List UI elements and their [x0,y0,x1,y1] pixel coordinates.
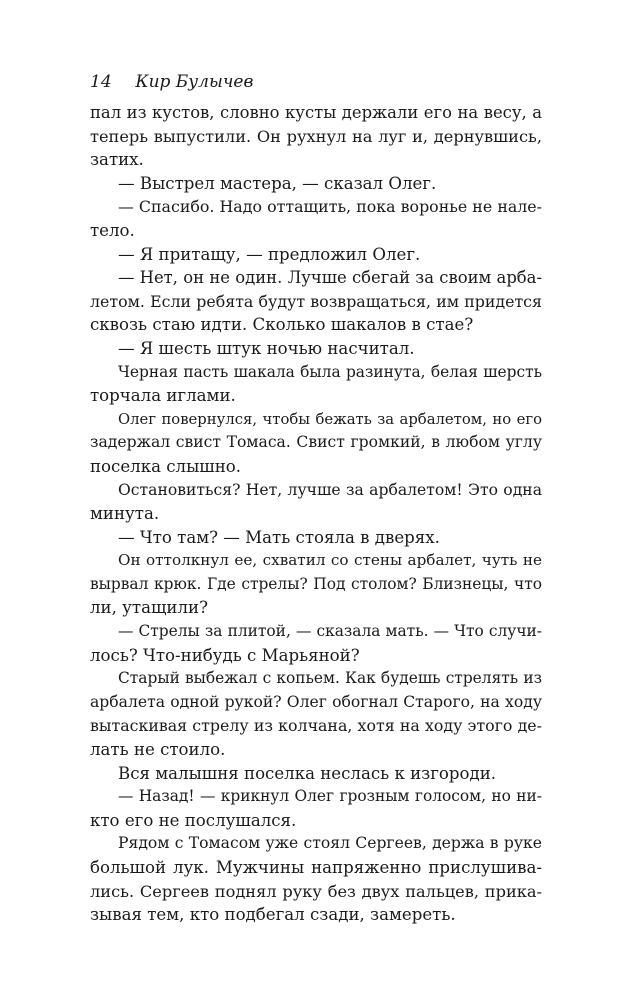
text-line: торчала иглами. [90,386,236,406]
text-line: — Что там? — Мать стояла в дверях. [118,527,440,547]
text-line: Рядом с Томасом уже стоял Сергеев, держа в руке [118,834,542,853]
text-line: — Нет, он не один. Лучше сбегай за своим арба- [118,268,542,288]
text-line: Остановиться? Нет, лучше за арбалетом! Это одна [118,480,542,499]
text-line: сквозь стаю идти. Сколько шакалов в стае? [90,315,474,335]
text-line: большой лук. Мужчины напряженно прислушива- [90,858,542,877]
text-line: Олег повернулся, чтобы бежать за арбалетом, но его [118,410,542,428]
text-line: — Я притащу, — предложил Олег. [118,244,421,264]
page-header [90,70,550,94]
text-line: пал из кустов, словно кусты держали его на весу, а [90,103,542,122]
text-line: — Спасибо. Надо оттащить, пока воронье не нале- [118,197,542,217]
text-line: летом. Если ребята будут возвращаться, им придется [90,291,542,311]
text-line: лись. Сергеев поднял руку без двух пальцев, прика- [90,881,542,901]
text-line: — Стрелы за плитой, — сказала мать. — Что случи- [118,622,542,641]
text-line: Черная пасть шакала была разинута, белая шерсть [118,362,542,381]
text-line: — Я шесть штук ночью насчитал. [118,338,415,358]
text-line: — Назад! — крикнул Олег грозным голосом, но ни- [118,787,542,806]
text-line: тело. [90,220,135,240]
text-line: теперь выпустили. Он рухнул на луг и, дернувшись, [90,126,542,146]
text-line: кто его не послушался. [90,810,297,830]
text-line: лать не стоило. [90,740,226,760]
text-line: — Выстрел мастера, — сказал Олег. [118,173,437,193]
running-head: Кир Булычев [135,72,254,92]
text-line: затих. [90,150,144,170]
text-line: задержал свист Томаса. Свист громкий, в любом углу [90,433,542,452]
page-number: 14 [90,72,112,92]
text-line: зывая тем, кто подбегал сзади, замереть. [90,905,456,925]
text-line: Вся малышня поселка неслась к изгороди. [118,763,497,783]
text-line: Он оттолкнул ее, схватил со стены арбалет, чуть не [118,551,542,570]
text-line: Старый выбежал с копьем. Как будешь стрелять из [118,669,542,688]
text-line: ли, утащили? [90,598,208,618]
body-text [90,101,542,927]
text-line: лось? Что-нибудь с Марьяной? [90,645,360,665]
text-line: вытаскивая стрелу из колчана, хотя на ходу этого де- [90,716,542,736]
text-line: вырвал крюк. Где стрелы? Под столом? Близнецы, что [90,574,542,593]
text-line: минута. [90,504,160,524]
text-line: поселка слышно. [90,456,242,476]
text-line: арбалета одной рукой? Олег обогнал Старого, на ходу [90,692,542,711]
